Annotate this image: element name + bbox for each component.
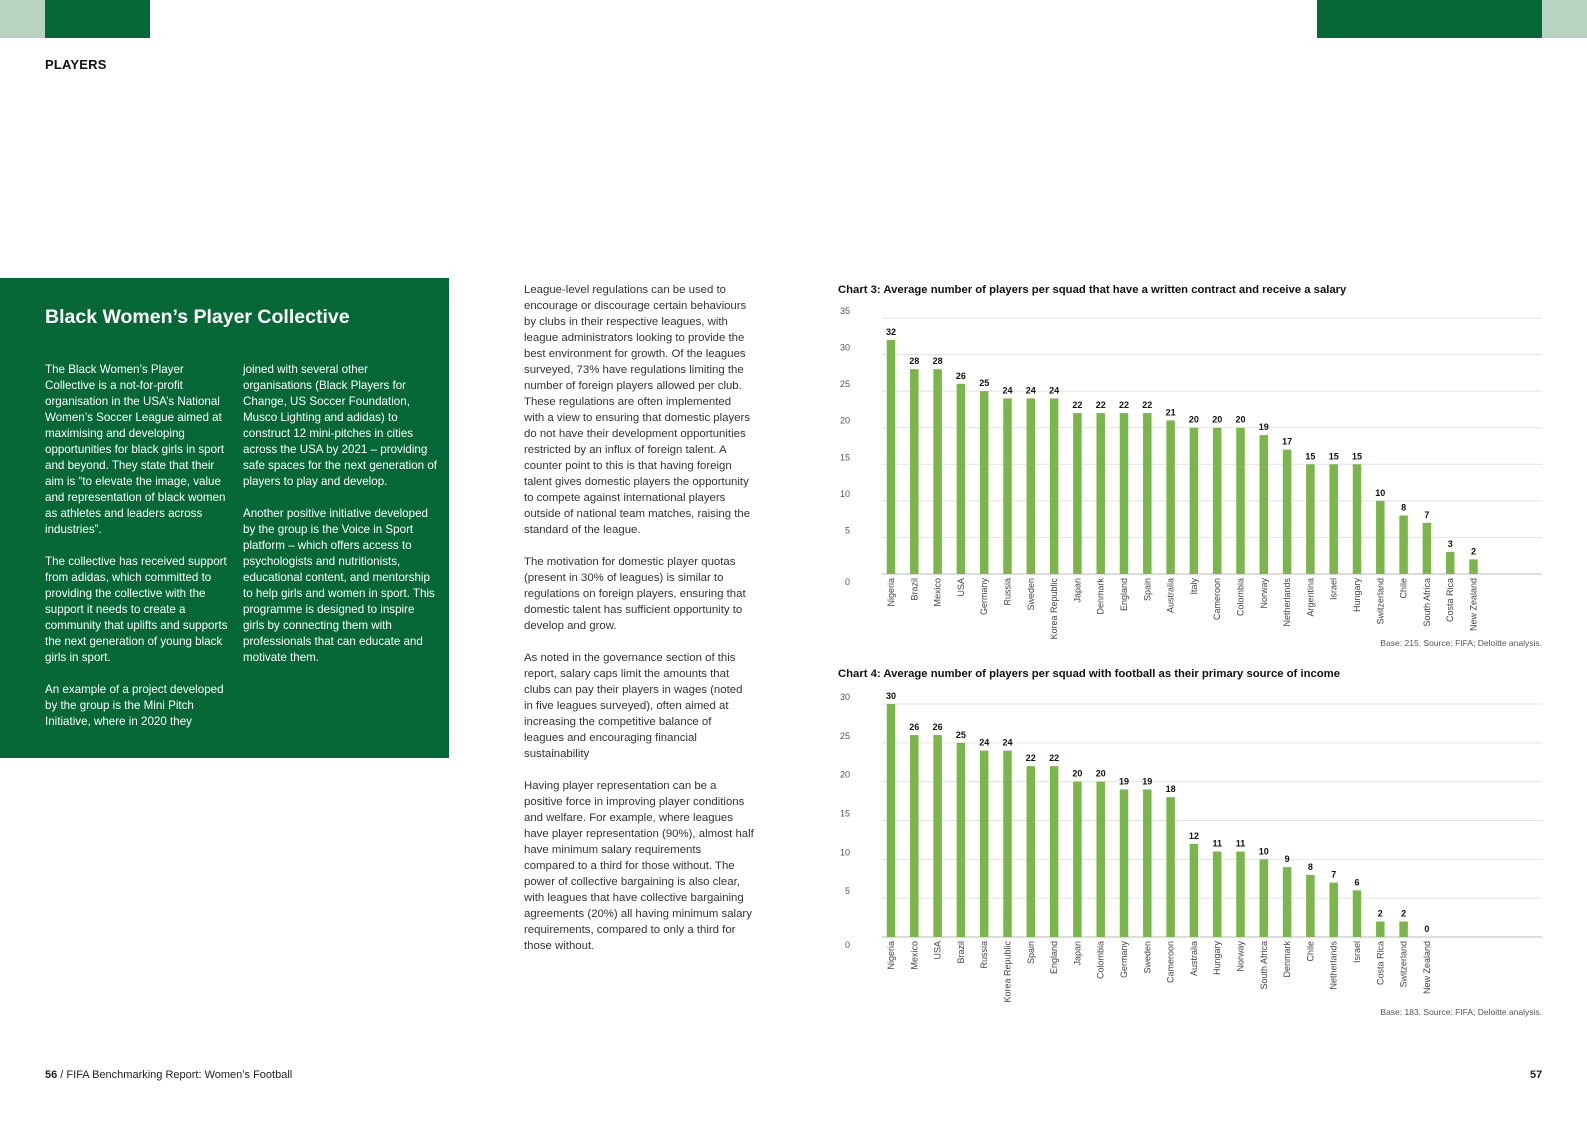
bar <box>1027 766 1036 937</box>
bar <box>1423 523 1432 574</box>
corner-decoration-dark <box>45 0 150 38</box>
y-tick-label: 25 <box>839 730 850 741</box>
x-tick-label: Cameroon <box>1165 941 1176 984</box>
x-tick-label: Colombia <box>1095 941 1106 980</box>
bar <box>1353 890 1362 937</box>
bar <box>933 369 942 574</box>
bar <box>1050 766 1059 937</box>
x-tick-label: Denmark <box>1282 941 1293 978</box>
data-label: 11 <box>1235 838 1246 849</box>
data-label: 22 <box>1142 400 1153 411</box>
y-tick-label: 0 <box>844 577 850 587</box>
bar <box>1073 782 1082 937</box>
section-label: PLAYERS <box>45 57 107 72</box>
paragraph: Having player representation can be a positive force in improving player conditions and welfare. For example, where leagues have player representation (90%), almost half have minimum salary requirements compared to a third for those without. The power of collective bargaining is also clear, with leagues that have collective bargaining agreements (20%) all having minimum salary requirements, compared to only a third for those without. <box>524 780 754 952</box>
collective-column-1 <box>45 362 235 746</box>
x-tick-label: Costa Rica <box>1375 941 1386 986</box>
data-label: 12 <box>1188 830 1199 841</box>
data-label: 26 <box>932 722 943 733</box>
x-tick-label: New Zealand <box>1421 941 1432 995</box>
x-tick-label: Australia <box>1188 941 1199 977</box>
bar <box>1190 844 1199 937</box>
data-label: 20 <box>1095 768 1106 779</box>
bar <box>1469 559 1478 574</box>
paragraph: The motivation for domestic player quotas (present in 30% of leagues) is similar to regulations on foreign players, ensuring that domestic talent has sufficient opportunity to develop and grow. <box>524 556 746 632</box>
bar <box>1306 464 1315 574</box>
bar <box>887 704 896 937</box>
chart-4-source: Base: 183. Source: FIFA; Deloitte analysis. <box>1380 1007 1542 1017</box>
collective-feature-box <box>0 278 449 758</box>
x-tick-label: Norway <box>1258 578 1269 609</box>
data-label: 10 <box>1375 487 1386 498</box>
x-tick-label: Germany <box>979 578 990 616</box>
x-tick-label: Chile <box>1398 578 1409 599</box>
data-label: 24 <box>979 737 990 748</box>
x-tick-label: Chile <box>1305 941 1316 962</box>
collective-column-2 <box>243 362 438 682</box>
x-tick-label: Australia <box>1165 578 1176 614</box>
data-label: 3 <box>1447 539 1453 550</box>
data-label: 21 <box>1165 407 1176 418</box>
x-tick-label: Japan <box>1072 578 1083 603</box>
bar <box>1329 883 1338 937</box>
x-tick-label: Israel <box>1328 578 1339 601</box>
bar <box>1283 450 1292 574</box>
bar <box>1376 921 1385 937</box>
corner-decoration-light <box>1542 0 1587 38</box>
y-tick-label: 0 <box>844 940 850 950</box>
data-label: 19 <box>1118 776 1130 787</box>
x-tick-label: Mexico <box>932 578 943 607</box>
data-label: 2 <box>1377 908 1383 919</box>
chart-4-title: Chart 4: Average number of players per squad with football as their primary source of income <box>838 668 1340 680</box>
data-label: 19 <box>1258 422 1269 433</box>
bar <box>1376 501 1385 574</box>
data-label: 24 <box>1002 385 1013 396</box>
bar <box>1236 852 1245 937</box>
bar <box>1120 413 1129 574</box>
report-title: / FIFA Benchmarking Report: Women’s Football <box>57 1069 293 1081</box>
body-text-column <box>524 282 754 970</box>
data-label: 20 <box>1235 414 1246 425</box>
bar <box>1399 921 1408 937</box>
data-label: 6 <box>1354 877 1360 888</box>
x-tick-label: Colombia <box>1235 578 1246 617</box>
x-tick-label: New Zealand <box>1468 578 1479 632</box>
x-tick-label: Sweden <box>1025 578 1036 611</box>
bar <box>957 743 966 937</box>
x-tick-label: Hungary <box>1212 941 1223 976</box>
y-tick-label: 10 <box>839 488 850 499</box>
x-tick-label: Russia <box>1002 578 1013 606</box>
bar <box>1096 413 1105 574</box>
bar <box>887 340 896 574</box>
bar <box>910 735 919 937</box>
data-label: 24 <box>1002 737 1013 748</box>
x-tick-label: Italy <box>1188 578 1199 595</box>
y-tick-label: 5 <box>844 886 850 897</box>
y-tick-label: 15 <box>839 808 850 819</box>
bar <box>1329 464 1338 574</box>
data-label: 22 <box>1025 753 1036 764</box>
data-label: 26 <box>909 722 920 733</box>
x-tick-label: Nigeria <box>886 941 896 970</box>
x-tick-label: Korea Republic <box>1049 578 1060 640</box>
bar <box>1213 852 1222 937</box>
x-tick-label: Brazil <box>955 941 966 964</box>
x-tick-label: USA <box>932 941 943 960</box>
data-label: 32 <box>885 326 897 337</box>
bar <box>980 391 989 574</box>
chart-3 <box>830 300 1545 640</box>
x-tick-label: South Africa <box>1258 941 1269 990</box>
bar <box>910 369 919 574</box>
x-tick-label: Switzerland <box>1375 578 1386 625</box>
bar <box>1283 867 1292 937</box>
bar <box>980 751 989 937</box>
y-tick-label: 5 <box>844 525 850 536</box>
data-label: 15 <box>1328 451 1339 462</box>
data-label: 22 <box>1095 400 1106 411</box>
data-label: 17 <box>1282 436 1293 447</box>
x-tick-label: Mexico <box>909 941 920 970</box>
x-tick-label: Netherlands <box>1328 941 1339 990</box>
data-label: 22 <box>1049 753 1060 764</box>
data-label: 30 <box>885 691 897 701</box>
chart-3-title: Chart 3: Average number of players per squad that have a written contract and receive a salary <box>838 284 1347 296</box>
x-tick-label: England <box>1049 941 1060 975</box>
data-label: 24 <box>1025 385 1036 396</box>
x-tick-label: England <box>1119 578 1129 612</box>
bar <box>1003 398 1012 574</box>
x-tick-label: Germany <box>1119 941 1129 979</box>
page-number-left: 56 <box>45 1069 58 1081</box>
bar <box>1050 398 1059 574</box>
data-label: 20 <box>1212 414 1223 425</box>
corner-decoration-light <box>0 0 45 38</box>
paragraph: joined with several other organisations (Black Players for Change, US Soccer Foundation, Musco Lighting and adidas) to construct 12 mini-pitches in cities across the USA by 2021 – providing safe spaces for the next generation of players to play and develop. <box>243 363 437 488</box>
data-label: 10 <box>1258 846 1269 857</box>
x-tick-label: South Africa <box>1421 578 1432 627</box>
x-tick-label: Hungary <box>1352 578 1362 613</box>
bar <box>1190 428 1199 574</box>
data-label: 8 <box>1307 861 1313 872</box>
paragraph: An example of a project developed by the group is the Mini Pitch Initiative, where in 2020 they <box>45 683 224 728</box>
data-label: 7 <box>1424 509 1430 520</box>
bar <box>1446 552 1455 574</box>
x-tick-label: Nigeria <box>886 578 896 607</box>
x-tick-label: Costa Rica <box>1445 578 1456 623</box>
data-label: 2 <box>1401 908 1407 919</box>
data-label: 7 <box>1331 869 1337 880</box>
paragraph: As noted in the governance section of this report, salary caps limit the amounts that clubs can pay their players in wages (noted in five leagues surveyed), often aimed at increasing the competitive balance of leagues and encouraging financial sustainability <box>524 652 743 760</box>
paragraph: Another positive initiative developed by the group is the Voice in Sport platform – which offers access to psychologists and nutritionists, educational content, and mentorship to help girls and women in sport. This programme is designed to inspire girls by connecting them with professionals that can educate and motivate them. <box>243 507 435 664</box>
data-label: 22 <box>1118 400 1130 411</box>
y-tick-label: 35 <box>839 306 850 316</box>
data-label: 11 <box>1212 838 1222 849</box>
y-tick-label: 20 <box>839 415 850 426</box>
data-label: 2 <box>1470 546 1477 557</box>
data-label: 9 <box>1284 854 1290 865</box>
bar <box>1166 797 1175 937</box>
paragraph: League-level regulations can be used to encourage or discourage certain behaviours by clubs in their respective leagues, with league administrators looking to provide the best environment for growth. Of the leagues surveyed, 73% have regulations limiting the number of foreign players allowed per club. These regulations are often implemented with a view to ensuring that domestic players do not have their development opportunities restricted by an influx of foreign talent. A counter point to this is that having foreign talent gives domestic players the opportunity to compete against international players outside of national team matches, raising the standard of the league. <box>524 284 751 536</box>
y-tick-label: 30 <box>839 692 850 702</box>
bar <box>933 735 942 937</box>
bar <box>1353 464 1362 574</box>
bar <box>1027 398 1036 574</box>
x-tick-label: Japan <box>1072 941 1083 966</box>
bar <box>1399 515 1408 574</box>
x-tick-label: Korea Republic <box>1002 941 1013 1003</box>
y-tick-label: 30 <box>839 342 850 353</box>
data-label: 28 <box>932 356 943 367</box>
bar <box>1236 428 1245 574</box>
bar <box>1213 428 1222 574</box>
bar <box>957 384 966 574</box>
bar <box>1096 782 1105 937</box>
x-tick-label: USA <box>955 578 966 597</box>
paragraph: The collective has received support from adidas, which committed to providing the collective with the support it needs to create a community that uplifts and supports the next generation of young black girls in sport. <box>45 555 228 664</box>
data-label: 24 <box>1049 385 1060 396</box>
data-label: 8 <box>1401 502 1407 513</box>
data-label: 22 <box>1072 400 1083 411</box>
x-tick-label: Denmark <box>1095 578 1106 615</box>
data-label: 20 <box>1188 414 1199 425</box>
data-label: 20 <box>1072 768 1083 779</box>
data-label: 25 <box>979 378 990 389</box>
data-label: 25 <box>955 729 966 740</box>
footer-left <box>45 1069 292 1081</box>
y-tick-label: 25 <box>839 379 850 390</box>
corner-decoration-dark <box>1317 0 1542 38</box>
bar <box>1260 859 1269 937</box>
x-tick-label: Brazil <box>909 578 920 601</box>
x-tick-label: Netherlands <box>1282 578 1293 627</box>
data-label: 26 <box>955 370 966 381</box>
x-tick-label: Russia <box>979 941 990 969</box>
x-tick-label: Sweden <box>1142 941 1153 974</box>
y-tick-label: 20 <box>839 769 850 780</box>
y-tick-label: 10 <box>839 847 850 858</box>
collective-title: Black Women’s Player Collective <box>45 306 350 328</box>
bar <box>1166 420 1175 574</box>
page-number-right: 57 <box>1530 1069 1543 1081</box>
bar <box>1306 875 1315 937</box>
x-tick-label: Norway <box>1235 941 1246 972</box>
chart-3-source: Base: 215. Source: FIFA; Deloitte analysis. <box>1380 638 1542 648</box>
y-tick-label: 15 <box>839 452 850 463</box>
x-tick-label: Switzerland <box>1398 941 1409 988</box>
bar <box>1003 751 1012 937</box>
data-label: 0 <box>1424 924 1430 934</box>
bar <box>1143 789 1152 937</box>
bar <box>1143 413 1152 574</box>
bar <box>1120 789 1129 937</box>
x-tick-label: Spain <box>1142 578 1153 602</box>
paragraph: The Black Women’s Player Collective is a not-for-profit organisation in the USA’s National Women’s Soccer League aimed at maximising and developing opportunities for black girls in sport and beyond. They state that their aim is “to elevate the image, value and representation of black women as athletes and leaders across industries”. <box>45 363 226 536</box>
x-tick-label: Argentina <box>1305 578 1316 617</box>
x-tick-label: Spain <box>1025 941 1036 965</box>
bar <box>1073 413 1082 574</box>
data-label: 15 <box>1305 451 1316 462</box>
data-label: 19 <box>1142 776 1153 787</box>
bar <box>1260 435 1269 574</box>
x-tick-label: Israel <box>1352 941 1362 964</box>
x-tick-label: Cameroon <box>1212 578 1223 621</box>
data-label: 18 <box>1165 784 1176 795</box>
data-label: 28 <box>909 356 920 367</box>
data-label: 15 <box>1351 451 1363 462</box>
chart-4 <box>830 688 1545 1004</box>
